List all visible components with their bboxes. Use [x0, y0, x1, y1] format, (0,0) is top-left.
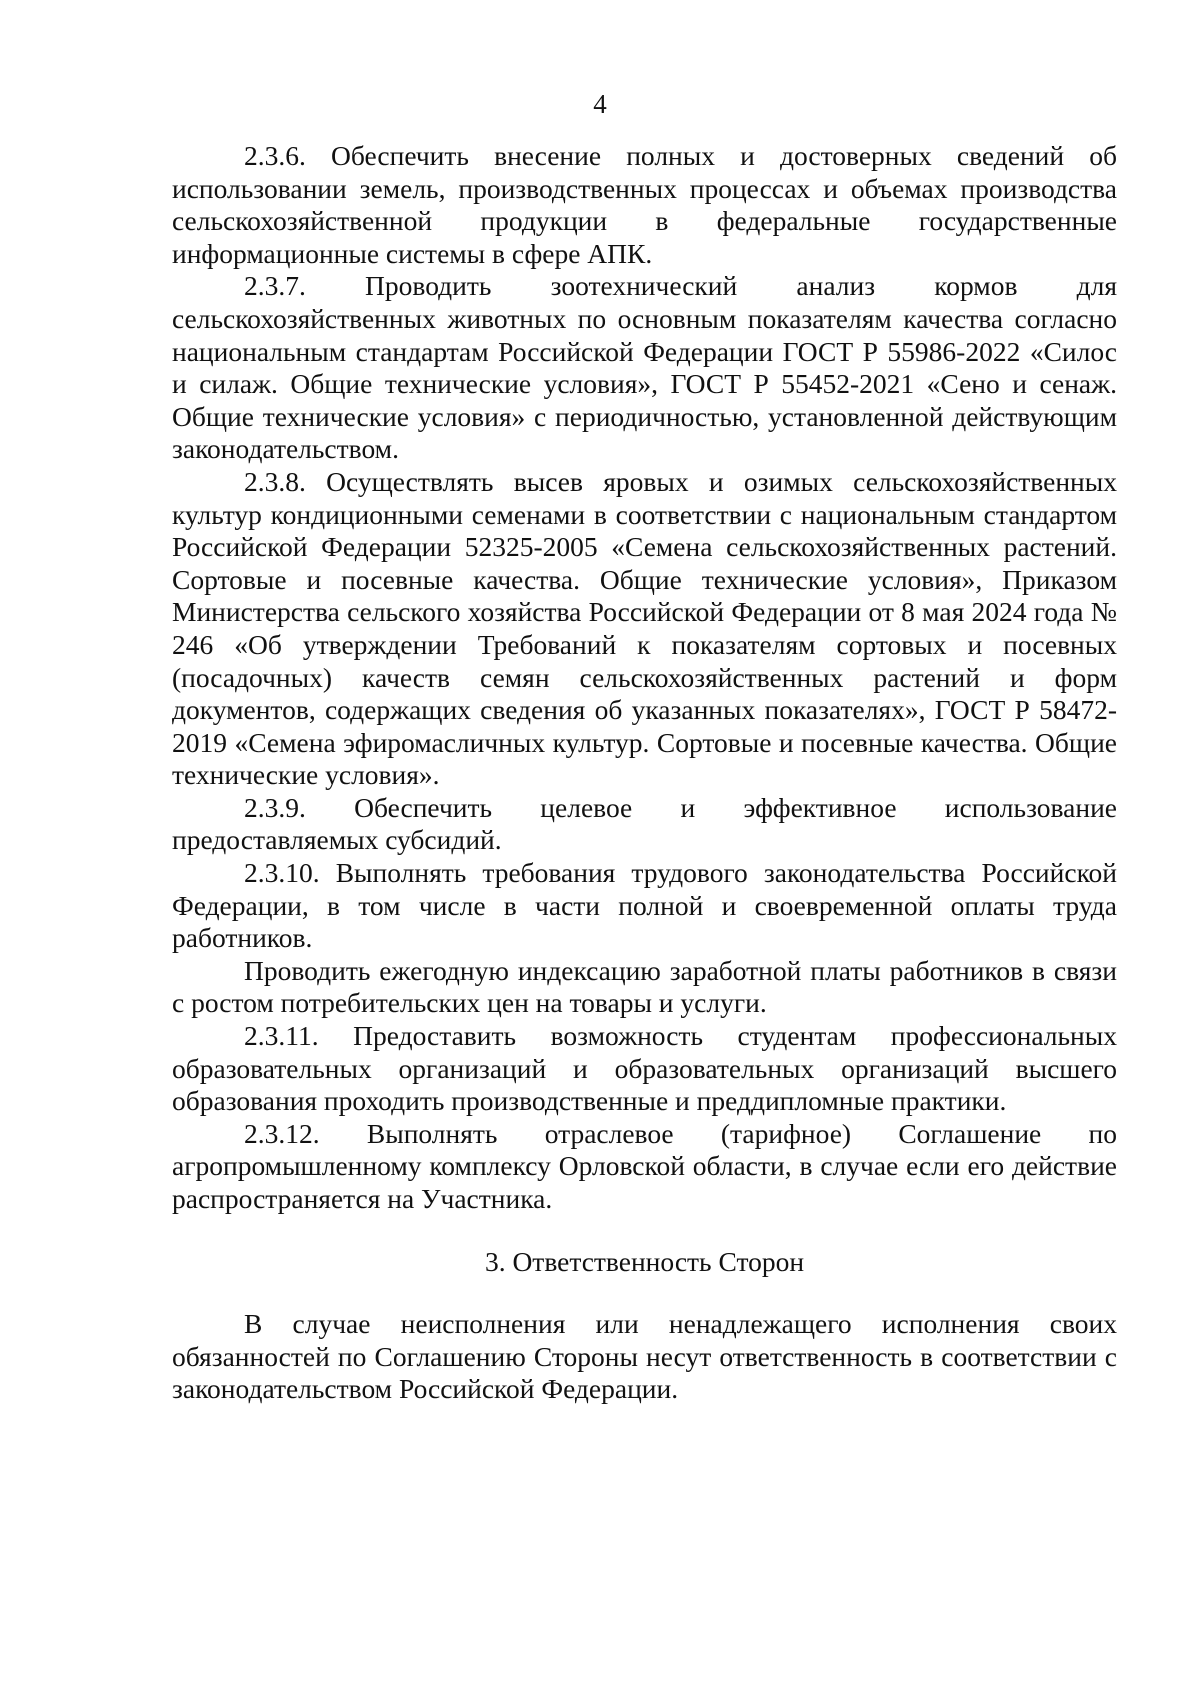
clause-2-3-8: 2.3.8. Осуществлять высев яровых и озимых сельскохозяйственных культур кондиционными семенами в соответствии с национальным стандартом Российской Федерации 52325-2005 «Семена сельскохозяйственных растений. Сортовые и посевные качества. Общие технические условия», Приказом Министерства сельского хозяйства Российской Федерации от 8 мая 2024 года № 246 «Об утверждении Требований к показателям сортовых и посевных (посадочных) качеств семян сельскохозяйственных растений и форм документов, содержащих сведения об указанных показателях», ГОСТ Р 58472-2019 «Семена эфиромасличных культур. Сортовые и посевные качества. Общие технические условия».: [172, 465, 1117, 791]
clause-2-3-6: 2.3.6. Обеспечить внесение полных и достоверных сведений об использовании земель, производственных процессах и объемах производства сельскохозяйственной продукции в федеральные государственные информационные системы в сфере АПК.: [172, 140, 1117, 269]
clause-2-3-10: 2.3.10. Выполнять требования трудового законодательства Российской Федерации, в том числе в части полной и своевременной оплаты труда работников.: [172, 857, 1117, 954]
clause-2-3-11: 2.3.11. Предоставить возможность студентам профессиональных образовательных организаций и образовательных организаций высшего образования проходить производственные и преддипломные практики.: [172, 1020, 1117, 1117]
clause-2-3-10-indexation: Проводить ежегодную индексацию заработной платы работников в связи с ростом потребительских цен на товары и услуги.: [172, 954, 1117, 1019]
document-body: [172, 140, 1117, 1406]
clause-2-3-9: 2.3.9. Обеспечить целевое и эффективное использование предоставляемых субсидий.: [172, 791, 1117, 856]
section-heading: 3. Ответственность Сторон: [484, 1245, 805, 1277]
clause-2-3-12: 2.3.12. Выполнять отраслевое (тарифное) Соглашение по агропромышленному комплексу Орловской области, в случае если его действие распространяется на Участника.: [172, 1117, 1117, 1214]
page-number: 4: [593, 89, 607, 119]
clause-2-3-7: 2.3.7. Проводить зоотехнический анализ кормов для сельскохозяйственных животных по основным показателям качества согласно национальным стандартам Российской Федерации ГОСТ Р 55986-2022 «Силос и силаж. Общие технические условия», ГОСТ Р 55452-2021 «Сено и сенаж. Общие технические условия» с периодичностью, установленной действующим законодательством.: [172, 270, 1117, 465]
liability-paragraph: В случае неисполнения или ненадлежащего исполнения своих обязанностей по Соглашению Стороны несут ответственность в соответствии с законодательством Российской Федерации.: [172, 1308, 1117, 1405]
